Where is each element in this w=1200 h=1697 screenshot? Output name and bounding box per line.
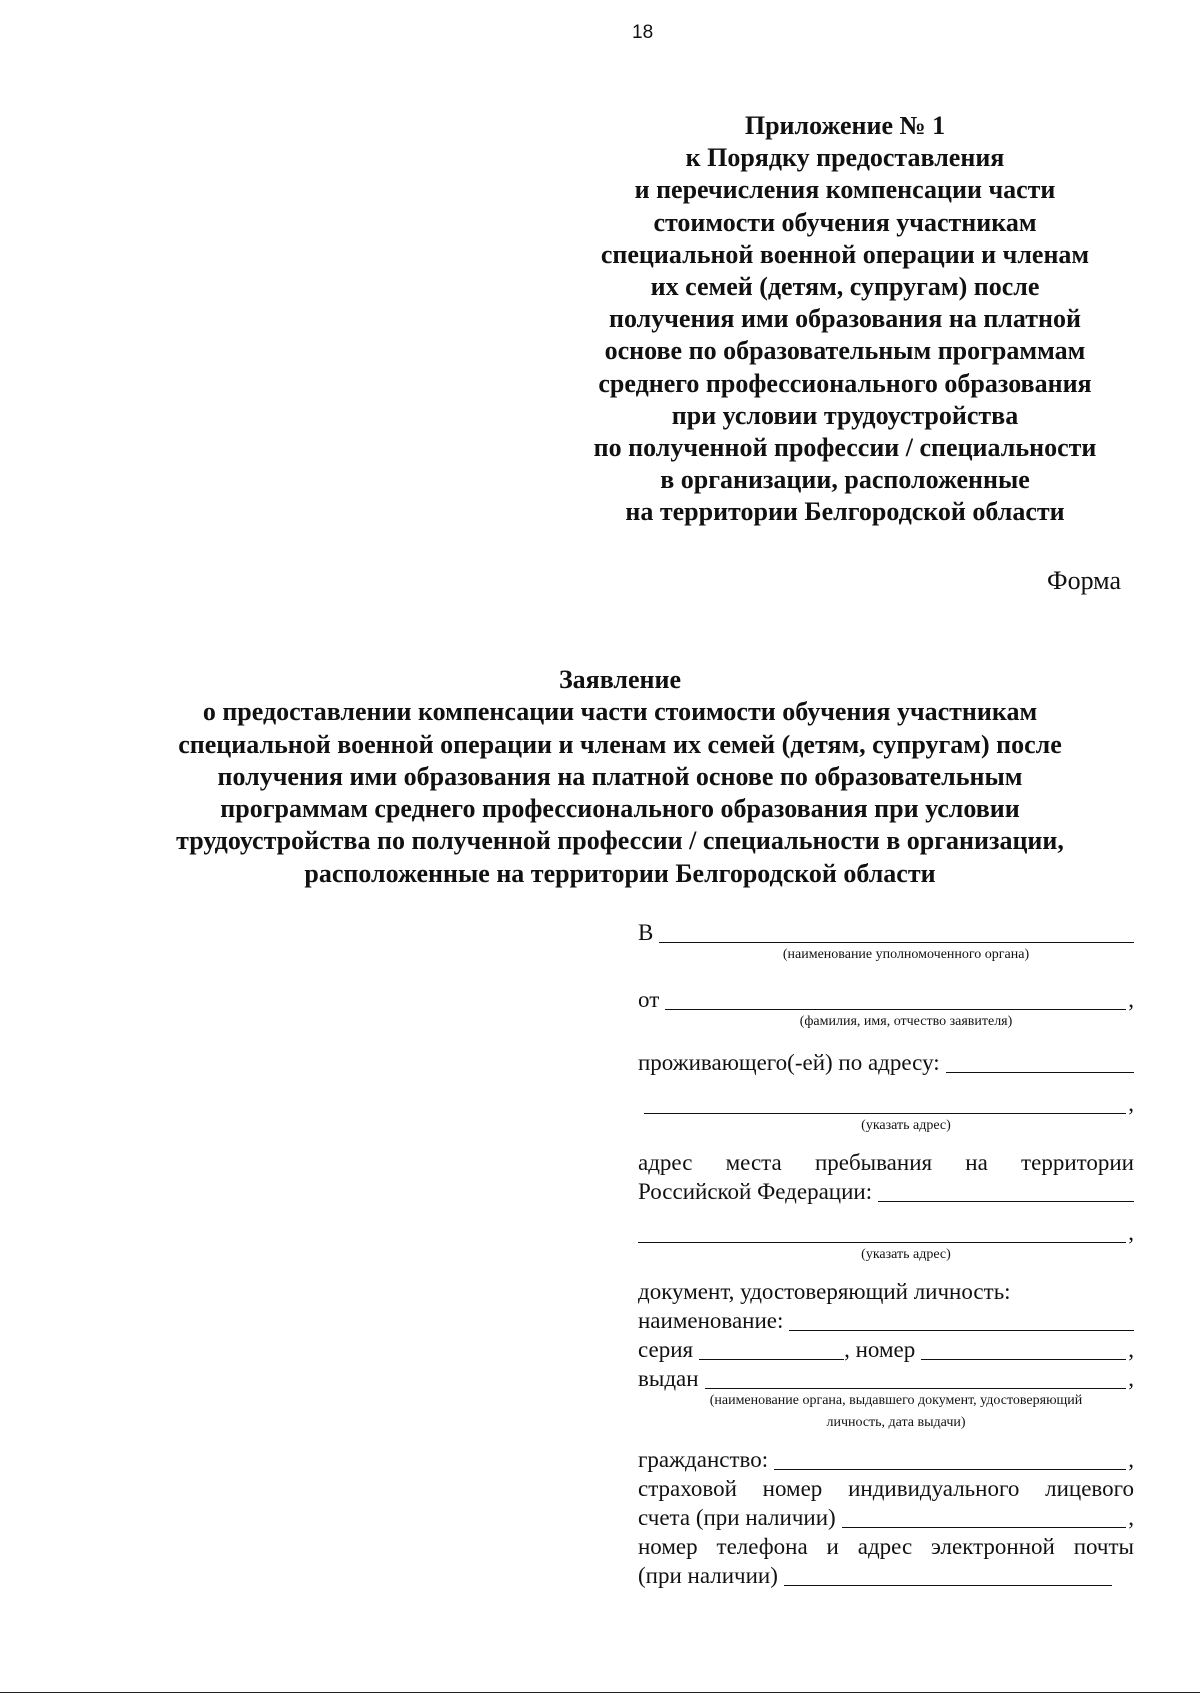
contact-text: номер телефона и адрес электронной почты: [638, 1534, 1134, 1559]
issued-label: выдан: [638, 1366, 699, 1391]
statement-line: расположенные на территории Белгородской области: [304, 858, 936, 888]
comma: ,: [1128, 1366, 1134, 1391]
snils-field: [638, 1503, 1134, 1532]
appendix-line: основе по образовательным программам: [604, 336, 1086, 366]
stay-address-label: Российской Федерации:: [638, 1179, 873, 1204]
citizenship-label: гражданство:: [638, 1447, 769, 1472]
appendix-line: в организации, расположенные: [660, 465, 1030, 495]
contact-field: [638, 1561, 1134, 1590]
citizenship-field: [638, 1445, 1134, 1474]
id-name-label: наименование:: [638, 1308, 784, 1333]
statement-line: получения ими образования на платной основе по образовательным: [217, 761, 1023, 791]
applicant-blank-line: [665, 1008, 1126, 1010]
applicant-fields: [638, 918, 1134, 1590]
comma: ,: [1128, 1337, 1134, 1362]
number-blank-line: [921, 1358, 1126, 1360]
id-series-number-field: [638, 1335, 1134, 1364]
applicant-caption: (фамилия, имя, отчество заявителя): [799, 1014, 1013, 1029]
recipient-blank-line: [659, 941, 1134, 943]
residence-field: [638, 1048, 1134, 1077]
appendix-line: по полученной профессии / специальности: [593, 433, 1097, 463]
recipient-field: [638, 918, 1134, 947]
appendix-line: получения ими образования на платной: [609, 304, 1081, 334]
stay-address-text: адрес места пребывания на территории: [638, 1150, 1134, 1175]
stay-address-caption: (указать адрес): [861, 1247, 951, 1262]
recipient-label: В: [638, 920, 654, 945]
bottom-edge-line: [0, 1692, 1200, 1693]
appendix-line: их семей (детям, супругам) после: [650, 272, 1040, 302]
statement-title: [120, 664, 1120, 890]
appendix-line: к Порядку предоставления: [685, 143, 1005, 173]
applicant-field: [638, 985, 1134, 1014]
statement-line: трудоустройства по полученной профессии / специальности в организации,: [176, 826, 1064, 856]
comma: ,: [1128, 1505, 1134, 1530]
residence-label: проживающего(-ей) по адресу:: [638, 1050, 940, 1075]
appendix-line: Приложение № 1: [744, 111, 946, 140]
series-label: серия: [638, 1337, 694, 1362]
residence-blank-line-2: [644, 1112, 1126, 1114]
snils-label: счета (при наличии): [638, 1505, 836, 1530]
comma: ,: [1128, 1091, 1134, 1116]
residence-caption: (указать адрес): [861, 1118, 951, 1133]
snils-blank-line: [842, 1526, 1127, 1528]
comma: ,: [1128, 1447, 1134, 1472]
id-name-blank-line: [789, 1329, 1134, 1331]
statement-heading: Заявление: [558, 665, 682, 694]
residence-field-cont: [638, 1089, 1134, 1118]
appendix-line: при условии трудоустройства: [671, 400, 1019, 430]
residence-blank-line: [946, 1071, 1134, 1073]
applicant-label: от: [638, 987, 660, 1012]
stay-address-field-cont: [638, 1218, 1134, 1247]
contact-blank-line: [784, 1584, 1112, 1586]
appendix-line: на территории Белгородской области: [625, 497, 1065, 527]
statement-line: специальной военной операции и членам их семей (детям, супругам) после: [178, 729, 1062, 759]
appendix-line: и перечисления компенсации части: [634, 175, 1056, 205]
comma: ,: [1128, 1220, 1134, 1245]
form-label: Форма: [1047, 566, 1121, 595]
stay-address-field: [638, 1177, 1134, 1206]
appendix-line: стоимости обучения участникам: [653, 207, 1037, 237]
id-name-field: [638, 1306, 1134, 1335]
snils-text: страховой номер индивидуального лицевого: [638, 1476, 1134, 1501]
statement-line: о предоставлении компенсации части стоимости обучения участникам: [202, 697, 1038, 727]
page-number: 18: [632, 22, 654, 43]
issued-blank-line: [705, 1387, 1127, 1389]
citizenship-blank-line: [774, 1468, 1126, 1470]
issued-caption-2: личность, дата выдачи): [826, 1415, 966, 1430]
stay-address-blank-line-2: [638, 1241, 1126, 1243]
issued-by-field: [638, 1364, 1134, 1393]
appendix-line: среднего профессионального образования: [598, 368, 1092, 398]
id-document-heading: документ, удостоверяющий личность:: [638, 1279, 1011, 1304]
appendix-line: специальной военной операции и членам: [600, 239, 1090, 269]
comma: ,: [1128, 987, 1134, 1012]
contact-label: (при наличии): [638, 1563, 778, 1588]
number-label: , номер: [844, 1337, 916, 1362]
series-blank-line: [699, 1358, 844, 1360]
recipient-caption: (наименование уполномоченного органа): [782, 947, 1030, 962]
appendix-header: [555, 110, 1135, 529]
stay-address-blank-line: [878, 1200, 1134, 1202]
issued-caption: (наименование органа, выдавшего документ, удостоверяющий: [709, 1393, 1083, 1408]
statement-line: программам среднего профессионального образования при условии: [220, 794, 1020, 824]
